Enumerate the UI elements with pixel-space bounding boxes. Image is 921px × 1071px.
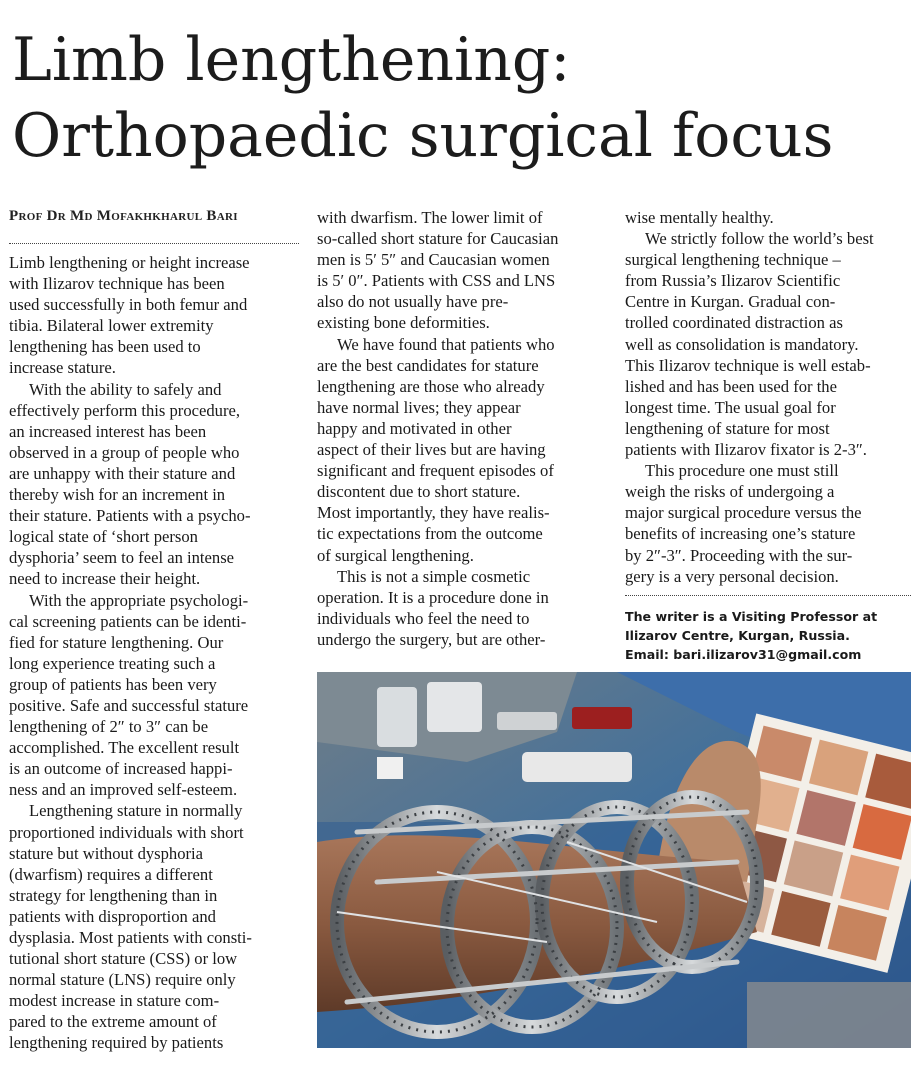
article-column-2 — [317, 207, 610, 650]
article-column-1 — [9, 252, 299, 1054]
article-photo — [317, 672, 911, 1048]
article-column-3 — [625, 207, 915, 587]
paragraph: We have found that patients who are the best candidates for stature lengthening are those who already have normal lives; they appear happy and motivated in other aspect of their lives but are having significant and frequent episodes of discontent due to short stature. Most importantly, they have realis- tic expectations from the outcome of surgical lengthening. — [317, 334, 555, 565]
paragraph: With the ability to safely and effectively perform this procedure, an increased interest has been observed in a group of people who are unhappy with their stature and thereby wish for an increment in their stature. Patients with a psycho- logical state of ‘short person dysphoria’ seem to feel an intense need to increase their height. — [9, 379, 251, 589]
headline-line-1: Limb lengthening: — [12, 25, 571, 95]
paragraph: With the appropriate psychologi- cal screening patients can be identi- fied for stature lengthening. Our long experience treating such a group of patients has been very positive. Safe and successful stature lengthening of 2″ to 3″ can be accomplished. The excellent result is an outcome of increased happi- ness and an improved self-esteem. — [9, 590, 249, 800]
paragraph: This is not a simple cosmetic operation. It is a procedure done in individuals who feel the need to undergo the surgery, but are other- — [317, 566, 549, 649]
writer-note-line-2: Ilizarov Centre, Kurgan, Russia. — [625, 628, 850, 643]
writer-note-divider — [625, 595, 911, 596]
ilizarov-fixator-photo — [317, 672, 911, 1048]
byline: Prof Dr Md Mofakhkharul Bari — [9, 208, 238, 224]
headline-line-2: Orthopaedic surgical focus — [12, 101, 834, 171]
paragraph: with dwarfism. The lower limit of so-called short stature for Caucasian men is 5′ 5″ and Caucasian women is 5′ 0″. Patients with CSS and LNS also do not usually have pre- existing bone deformities. — [317, 208, 559, 333]
writer-note-line-3: Email: bari.ilizarov31@gmail.com — [625, 647, 862, 662]
byline-divider — [9, 243, 299, 244]
writer-note — [625, 607, 917, 664]
paragraph: Lengthening stature in normally proportioned individuals with short stature but without dysphoria (dwarfism) requires a different strategy for lengthening than in patients with disproportion and dysplasia. Most patients with consti- tutional short stature (CSS) or low normal stature (LNS) require only modest increase in stature com- pared to the extreme amount of lengthening required by patients — [9, 801, 252, 1053]
paragraph: We strictly follow the world’s best surgical lengthening technique – from Russia’s Ilizarov Scientific Centre in Kurgan. Gradual con- trolled coordinated distraction as well as consolidation is mandatory. This Ilizarov technique is well estab- lished and has been used for the longest time. The usual goal for lengthening of stature for most patients with Ilizarov fixator is 2-3″. — [625, 229, 874, 460]
paragraph: This procedure one must still weigh the risks of undergoing a major surgical procedure versus the benefits of increasing one’s stature by 2″-3″. Proceeding with the sur- gery is a very personal decision. — [625, 461, 862, 586]
headline — [12, 22, 833, 174]
writer-note-line-1: The writer is a Visiting Professor at — [625, 609, 878, 624]
paragraph: Limb lengthening or height increase with Ilizarov technique has been used successfully in both femur and tibia. Bilateral lower extremity lengthening has been used to increase stature. — [9, 253, 250, 378]
paragraph: wise mentally healthy. — [625, 208, 774, 227]
